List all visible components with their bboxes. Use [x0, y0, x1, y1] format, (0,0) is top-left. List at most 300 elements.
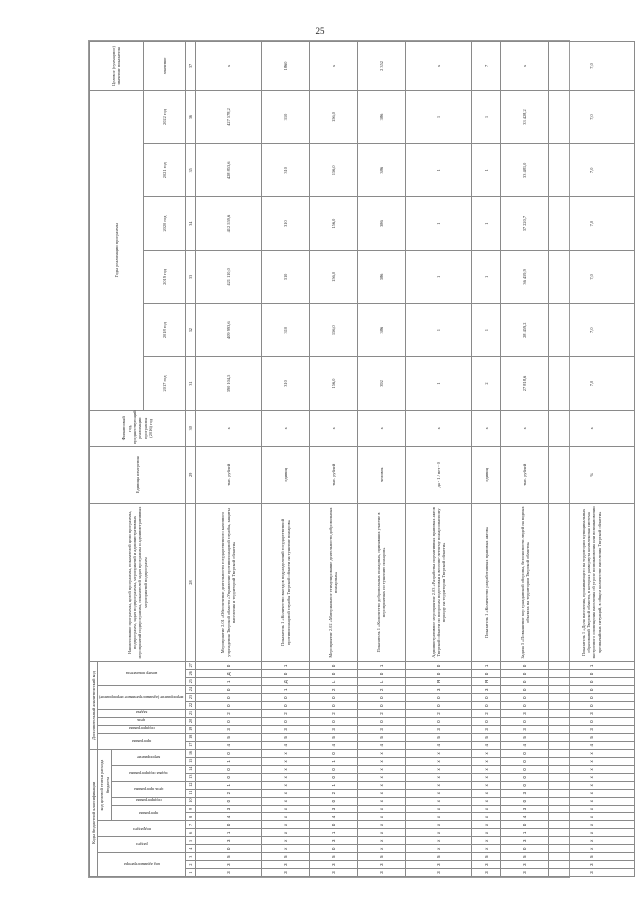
table-row [549, 42, 634, 877]
code-digit-cell: 3 [310, 861, 358, 869]
code-digit-cell: 0 [472, 702, 501, 710]
code-digit-cell: 3 [405, 686, 472, 694]
column-number-cell: 9 [185, 805, 195, 813]
code-digit-cell: 0 [501, 718, 549, 726]
code-digit-cell: 0 [501, 670, 549, 678]
code-digit-cell: 3 [549, 725, 634, 733]
code-digit-cell: x [549, 845, 634, 853]
code-digit-cell: 0 [501, 757, 549, 765]
column-number-cell: 18 [185, 733, 195, 741]
code-digit-cell: 0 [549, 670, 634, 678]
code-digit-cell: 3 [195, 861, 262, 869]
code-digit-cell: x [549, 765, 634, 773]
code-digit-cell: 0 [310, 702, 358, 710]
code-digit-cell: 0 [501, 686, 549, 694]
code-digit-cell: 1 [195, 678, 262, 686]
code-digit-cell: 0 [195, 718, 262, 726]
code-digit-cell: x [472, 837, 501, 845]
year-value-cell: 310 [262, 304, 310, 357]
name-column-header: Наименование программы, целей программы, показателей цели программы, подпрограмм, задач подпрограммы, мероприятий и административных мероприятий подпрограммы, показателей задач программы и административных мероприятий подпрограмм [90, 503, 186, 662]
column-number-cell: 11 [185, 789, 195, 797]
code-digit-cell: 0 [195, 686, 262, 694]
code-digit-cell: 0 [262, 694, 310, 702]
code-digit-cell: 0 [501, 781, 549, 789]
code-digit-cell: 3 [357, 725, 405, 733]
code-digit-cell: 0 [262, 670, 310, 678]
code-digit-cell: 1 [549, 662, 634, 670]
year-value-cell: 1 [405, 304, 472, 357]
base-year-cell: x [501, 410, 549, 446]
column-number-cell: 15 [185, 757, 195, 765]
code-digit-cell: 3 [472, 869, 501, 877]
code-digit-cell: 5 [310, 733, 358, 741]
code-digit-cell: x [262, 781, 310, 789]
table-row [310, 42, 358, 877]
code-digit-cell: 3 [195, 805, 262, 813]
year-value-cell: 1 [405, 250, 472, 303]
code-digit-cell: 0 [357, 702, 405, 710]
column-number-cell: 32 [185, 304, 195, 357]
column-number-cell: 2 [185, 861, 195, 869]
code-digit-cell: 5 [262, 853, 310, 861]
scanned-page [88, 40, 602, 878]
code-digit-cell: 0 [549, 694, 634, 702]
code-digit-cell: 3 [501, 710, 549, 718]
code-digit-cell: 3 [195, 837, 262, 845]
code-digit-cell: x [549, 773, 634, 781]
year-value-cell: 28 459,2 [501, 304, 549, 357]
year-2019-header: 2019 год [143, 250, 185, 303]
column-number-row [185, 42, 195, 877]
code-digit-cell: 0 [195, 797, 262, 805]
code-digit-cell: 2 [405, 710, 472, 718]
year-2022-header: 2022 год [143, 90, 185, 143]
code-digit-cell: x [472, 773, 501, 781]
year-value-cell: 386 [357, 250, 405, 303]
table-row [357, 42, 405, 877]
code-digit-cell: 0 [310, 670, 358, 678]
code-digit-cell: x [357, 805, 405, 813]
code-digit-cell: 2 [195, 710, 262, 718]
year-value-cell: 156,0 [310, 250, 358, 303]
code-digit-cell: 0 [501, 694, 549, 702]
code-digit-cell: 0 [549, 702, 634, 710]
code-digit-cell: 0 [472, 670, 501, 678]
code-digit-cell: x [405, 797, 472, 805]
code-digit-cell: x [405, 845, 472, 853]
zadacha-podprogrammy-header: задача подпрограммы [111, 765, 185, 781]
code-digit-cell: L [310, 678, 358, 686]
code-digit-cell: 1 [501, 829, 549, 837]
code-digit-cell: 1 [310, 781, 358, 789]
nomer-pokazatelya-header: номер показателя [98, 662, 185, 686]
code-digit-cell: 4 [357, 741, 405, 749]
year-value-cell: 427 578,2 [195, 90, 262, 143]
code-digit-cell: 1 [357, 662, 405, 670]
code-digit-cell: x [472, 789, 501, 797]
code-digit-cell: Я [472, 678, 501, 686]
code-digit-cell: 0 [501, 845, 549, 853]
base-year-cell: x [549, 410, 634, 446]
code-digit-cell: 3 [549, 861, 634, 869]
code-digit-cell: 0 [357, 694, 405, 702]
column-number-cell: 4 [185, 845, 195, 853]
code-digit-cell: 0 [501, 749, 549, 757]
code-digit-cell: 3 [310, 725, 358, 733]
code-digit-cell: 2 [357, 710, 405, 718]
column-number-cell: 7 [185, 821, 195, 829]
target-value-cell: 2 352 [357, 42, 405, 91]
code-digit-cell: x [262, 837, 310, 845]
code-digit-cell: 2 [310, 686, 358, 694]
code-digit-cell: 0 [405, 662, 472, 670]
code-digit-cell: x [405, 757, 472, 765]
code-digit-cell: 1 [310, 757, 358, 765]
cel-programmy-header: цель программы [111, 781, 185, 797]
code-digit-cell: x [549, 757, 634, 765]
year-value-cell: 428 853,6 [195, 144, 262, 197]
code-digit-cell: 0 [405, 718, 472, 726]
code-digit-cell: Д [195, 670, 262, 678]
code-digit-cell: x [405, 829, 472, 837]
year-value-cell: 386 [357, 304, 405, 357]
code-digit-cell: 0 [195, 662, 262, 670]
code-digit-cell: x [549, 813, 634, 821]
code-digit-cell: 0 [501, 662, 549, 670]
year-value-cell: 310 [262, 250, 310, 303]
year-value-cell: 1 [472, 304, 501, 357]
code-digit-cell: 5 [195, 853, 262, 861]
code-digit-cell: x [357, 781, 405, 789]
target-value-cell: 1860 [262, 42, 310, 91]
code-digit-cell: 4 [472, 741, 501, 749]
column-number-cell: 28 [185, 503, 195, 662]
column-number-cell: 37 [185, 42, 195, 91]
code-digit-cell: 3 [195, 725, 262, 733]
code-digit-cell: x [549, 805, 634, 813]
code-digit-cell: 0 [357, 718, 405, 726]
table-row [195, 42, 262, 877]
target-podprogramma-header: подпрограмма [111, 797, 185, 805]
code-digit-cell: 0 [262, 702, 310, 710]
code-digit-cell: 3 [195, 869, 262, 877]
code-digit-cell: 3 [310, 805, 358, 813]
code-digit-cell: 3 [472, 861, 501, 869]
code-digit-cell: x [405, 821, 472, 829]
code-digit-cell: 3 [262, 869, 310, 877]
code-digit-cell: 1 [472, 662, 501, 670]
column-number-cell: 13 [185, 773, 195, 781]
column-number-cell: 16 [185, 749, 195, 757]
code-digit-cell: x [357, 757, 405, 765]
code-digit-cell: 2 [472, 710, 501, 718]
code-digit-cell: x [549, 781, 634, 789]
page-number: 25 [315, 26, 325, 36]
code-digit-cell: 3 [501, 837, 549, 845]
code-digit-cell: 0 [310, 797, 358, 805]
code-digit-cell: 0 [549, 686, 634, 694]
budget-classification-header: Коды бюджетной классификации [90, 749, 98, 876]
target-value-cell: 7,0 [549, 42, 634, 91]
program-indicators-table [89, 41, 635, 877]
year-2020-header: 2020 год [143, 197, 185, 250]
code-digit-cell: 4 [501, 741, 549, 749]
code-digit-cell: 3 [472, 725, 501, 733]
column-number-cell: 24 [185, 686, 195, 694]
code-digit-cell: 3 [357, 861, 405, 869]
code-digit-cell: 5 [405, 733, 472, 741]
year-value-cell: 37 220,7 [501, 197, 549, 250]
code-digit-cell: 0 [195, 845, 262, 853]
code-digit-cell: 1 [195, 757, 262, 765]
column-number-cell: 20 [185, 718, 195, 726]
base-year-cell: x [357, 410, 405, 446]
code-digit-cell: x [549, 789, 634, 797]
column-number-cell: 3 [185, 853, 195, 861]
year-value-cell: 2 [472, 357, 501, 410]
target-value-cell: x [310, 42, 358, 91]
base-year-cell: x [310, 410, 358, 446]
meropriyatie-adm-header: мероприятие (административное мероприятие) [98, 686, 185, 710]
code-digit-cell: 0 [195, 821, 262, 829]
code-digit-cell: x [262, 757, 310, 765]
column-number-cell: 10 [185, 797, 195, 805]
years-group-header: Годы реализации программы [90, 90, 144, 410]
code-digit-cell: x [405, 781, 472, 789]
code-digit-cell: 5 [262, 733, 310, 741]
code-digit-cell: 5 [357, 853, 405, 861]
code-digit-cell: 0 [310, 718, 358, 726]
code-digit-cell: x [357, 837, 405, 845]
column-number-cell: 19 [185, 725, 195, 733]
code-digit-cell: 0 [357, 670, 405, 678]
year-value-cell: 1 [405, 144, 472, 197]
code-digit-cell: 5 [405, 853, 472, 861]
code-digit-cell: x [262, 773, 310, 781]
code-digit-cell: x [262, 749, 310, 757]
unit-cell: тыс. рублей [501, 446, 549, 503]
year-value-cell: 36 459,9 [501, 250, 549, 303]
code-digit-cell: 0 [501, 678, 549, 686]
code-digit-cell: 0 [472, 694, 501, 702]
code-digit-cell: x [405, 749, 472, 757]
year-value-cell: 7,0 [549, 144, 634, 197]
target-value-cell: x [195, 42, 262, 91]
code-digit-cell: 3 [501, 725, 549, 733]
code-digit-cell: 2 [357, 686, 405, 694]
code-digit-cell: 0 [262, 718, 310, 726]
code-digit-cell: Д [262, 678, 310, 686]
code-digit-cell: x [405, 773, 472, 781]
year-value-cell: 33 428,2 [501, 90, 549, 143]
programma-header: программа [98, 733, 185, 749]
year-value-cell: 412 559,6 [195, 197, 262, 250]
code-digit-cell: 3 [501, 789, 549, 797]
code-digit-cell: 4 [310, 813, 358, 821]
code-digit-cell: 3 [262, 861, 310, 869]
column-number-cell: 27 [185, 662, 195, 670]
code-digit-cell: 0 [310, 662, 358, 670]
year-value-cell: 1 [405, 357, 472, 410]
year-value-cell: 392 [357, 357, 405, 410]
code-digit-cell: 1 [262, 686, 310, 694]
target-value-header: значение [143, 42, 185, 91]
column-number-cell: 31 [185, 357, 195, 410]
year-value-cell: 1 [472, 197, 501, 250]
code-digit-cell: x [357, 749, 405, 757]
target-group-header: Целевое (суммарное) значение показателя [90, 42, 144, 91]
code-digit-cell: Я [405, 678, 472, 686]
target-value-cell: x [405, 42, 472, 91]
code-digit-cell: x [405, 837, 472, 845]
unit-column-header: Единица измерения [90, 446, 186, 503]
year-value-cell: 156,0 [310, 197, 358, 250]
code-digit-cell: 0 [501, 797, 549, 805]
year-value-cell: 310 [262, 197, 310, 250]
code-digit-cell: x [472, 797, 501, 805]
column-number-cell: 22 [185, 702, 195, 710]
year-value-cell: 156,0 [310, 90, 358, 143]
year-value-cell: 7,0 [549, 304, 634, 357]
column-number-cell: 33 [185, 250, 195, 303]
code-digit-cell: 1 [262, 662, 310, 670]
unit-cell: единиц [472, 446, 501, 503]
column-number-cell: 21 [185, 710, 195, 718]
target-value-cell: x [501, 42, 549, 91]
code-digit-cell: x [472, 813, 501, 821]
column-number-cell: 6 [185, 829, 195, 837]
column-number-cell: 36 [185, 90, 195, 143]
year-value-cell: 1 [472, 90, 501, 143]
code-digit-cell: x [262, 829, 310, 837]
code-digit-cell: 5 [549, 733, 634, 741]
code-digit-cell: x [262, 845, 310, 853]
code-digit-cell: 5 [501, 853, 549, 861]
column-number-cell: 5 [185, 837, 195, 845]
code-digit-cell: 0 [501, 821, 549, 829]
code-digit-cell: 5 [472, 733, 501, 741]
code-digit-cell: x [472, 757, 501, 765]
code-digit-cell: 3 [310, 837, 358, 845]
code-digit-cell: 0 [310, 845, 358, 853]
year-value-cell: 1 [472, 144, 501, 197]
base-year-cell: x [262, 410, 310, 446]
year-value-cell: 409 993,6 [195, 304, 262, 357]
year-value-cell: 1 [405, 197, 472, 250]
row-name-cell: Мероприятие 2.02 «Материальное стимулирование деятельности добровольных пожарных» [310, 503, 358, 662]
code-digit-cell: 4 [501, 813, 549, 821]
year-value-cell: 310 [262, 144, 310, 197]
code-digit-cell: x [472, 829, 501, 837]
year-value-cell: 27 818,6 [501, 357, 549, 410]
code-digit-cell: 0 [310, 694, 358, 702]
code-digit-cell: x [357, 797, 405, 805]
code-digit-cell: x [357, 845, 405, 853]
code-digit-cell: x [549, 837, 634, 845]
year-value-cell: 33 481,0 [501, 144, 549, 197]
meropriyatie-header: мероприятие [111, 749, 185, 765]
column-number-cell: 29 [185, 446, 195, 503]
year-2021-header: 2021 год [143, 144, 185, 197]
column-number-cell: 30 [185, 410, 195, 446]
code-digit-cell: 0 [405, 670, 472, 678]
code-digit-cell: x [549, 829, 634, 837]
code-digit-cell: 2 [310, 710, 358, 718]
year-value-cell: 386 [357, 90, 405, 143]
code-digit-cell: x [472, 765, 501, 773]
code-digit-cell: 0 [310, 773, 358, 781]
code-digit-cell: 0 [501, 765, 549, 773]
code-digit-cell: x [357, 813, 405, 821]
column-number-cell: 1 [185, 869, 195, 877]
cel-header: цель [98, 718, 185, 726]
podprogramma-header: подпрограмма [98, 725, 185, 733]
code-digit-cell: 2 [310, 789, 358, 797]
code-digit-cell: 1 [195, 781, 262, 789]
code-digit-cell: 4 [549, 741, 634, 749]
code-digit-cell: 3 [501, 869, 549, 877]
code-digit-cell: 0 [405, 702, 472, 710]
code-digit-cell: 4 [262, 741, 310, 749]
target-value-cell: 7 [472, 42, 501, 91]
base-year-cell: x [405, 410, 472, 446]
code-digit-cell: 3 [549, 869, 634, 877]
code-digit-cell: x [549, 797, 634, 805]
year-value-cell: 310 [262, 357, 310, 410]
code-digit-cell: x [262, 813, 310, 821]
code-digit-cell: 3 [549, 710, 634, 718]
code-digit-cell: x [472, 845, 501, 853]
column-number-cell: 17 [185, 741, 195, 749]
target-programma-header: программа [111, 805, 185, 821]
code-digit-cell: 0 [195, 765, 262, 773]
code-digit-cell: 0 [195, 773, 262, 781]
year-value-cell: 156,0 [310, 144, 358, 197]
code-digit-cell: 1 [310, 829, 358, 837]
code-digit-cell: 1 [195, 829, 262, 837]
zadacha-header: задача [98, 710, 185, 718]
code-digit-cell: 5 [501, 733, 549, 741]
code-digit-cell: 5 [310, 853, 358, 861]
code-digit-cell: 4 [405, 741, 472, 749]
code-digit-cell: x [549, 749, 634, 757]
year-value-cell: 7,0 [549, 357, 634, 410]
column-number-cell: 35 [185, 144, 195, 197]
unit-cell: % [549, 446, 634, 503]
code-digit-cell: 2 [195, 789, 262, 797]
year-value-cell: 7,0 [549, 90, 634, 143]
row-name-cell: Показатель 1 «Количество разработанных правовых актов» [472, 503, 501, 662]
code-digit-cell: x [472, 749, 501, 757]
code-digit-cell: 3 [357, 869, 405, 877]
column-number-cell: 25 [185, 678, 195, 686]
code-digit-cell: x [262, 821, 310, 829]
code-digit-cell: 0 [310, 765, 358, 773]
code-digit-cell: x [405, 789, 472, 797]
unit-cell: единиц [262, 446, 310, 503]
code-digit-cell: 4 [310, 741, 358, 749]
year-value-cell: 390 104,5 [195, 357, 262, 410]
year-value-cell: 7,0 [549, 197, 634, 250]
code-digit-cell: 0 [195, 694, 262, 702]
year-value-cell: 156,0 [310, 304, 358, 357]
code-digit-cell: x [405, 805, 472, 813]
base-year-cell: x [472, 410, 501, 446]
table-row [405, 42, 472, 877]
unit-cell: да - 1 / нет - 0 [405, 446, 472, 503]
code-digit-cell: x [405, 813, 472, 821]
code-digit-cell: 3 [405, 725, 472, 733]
